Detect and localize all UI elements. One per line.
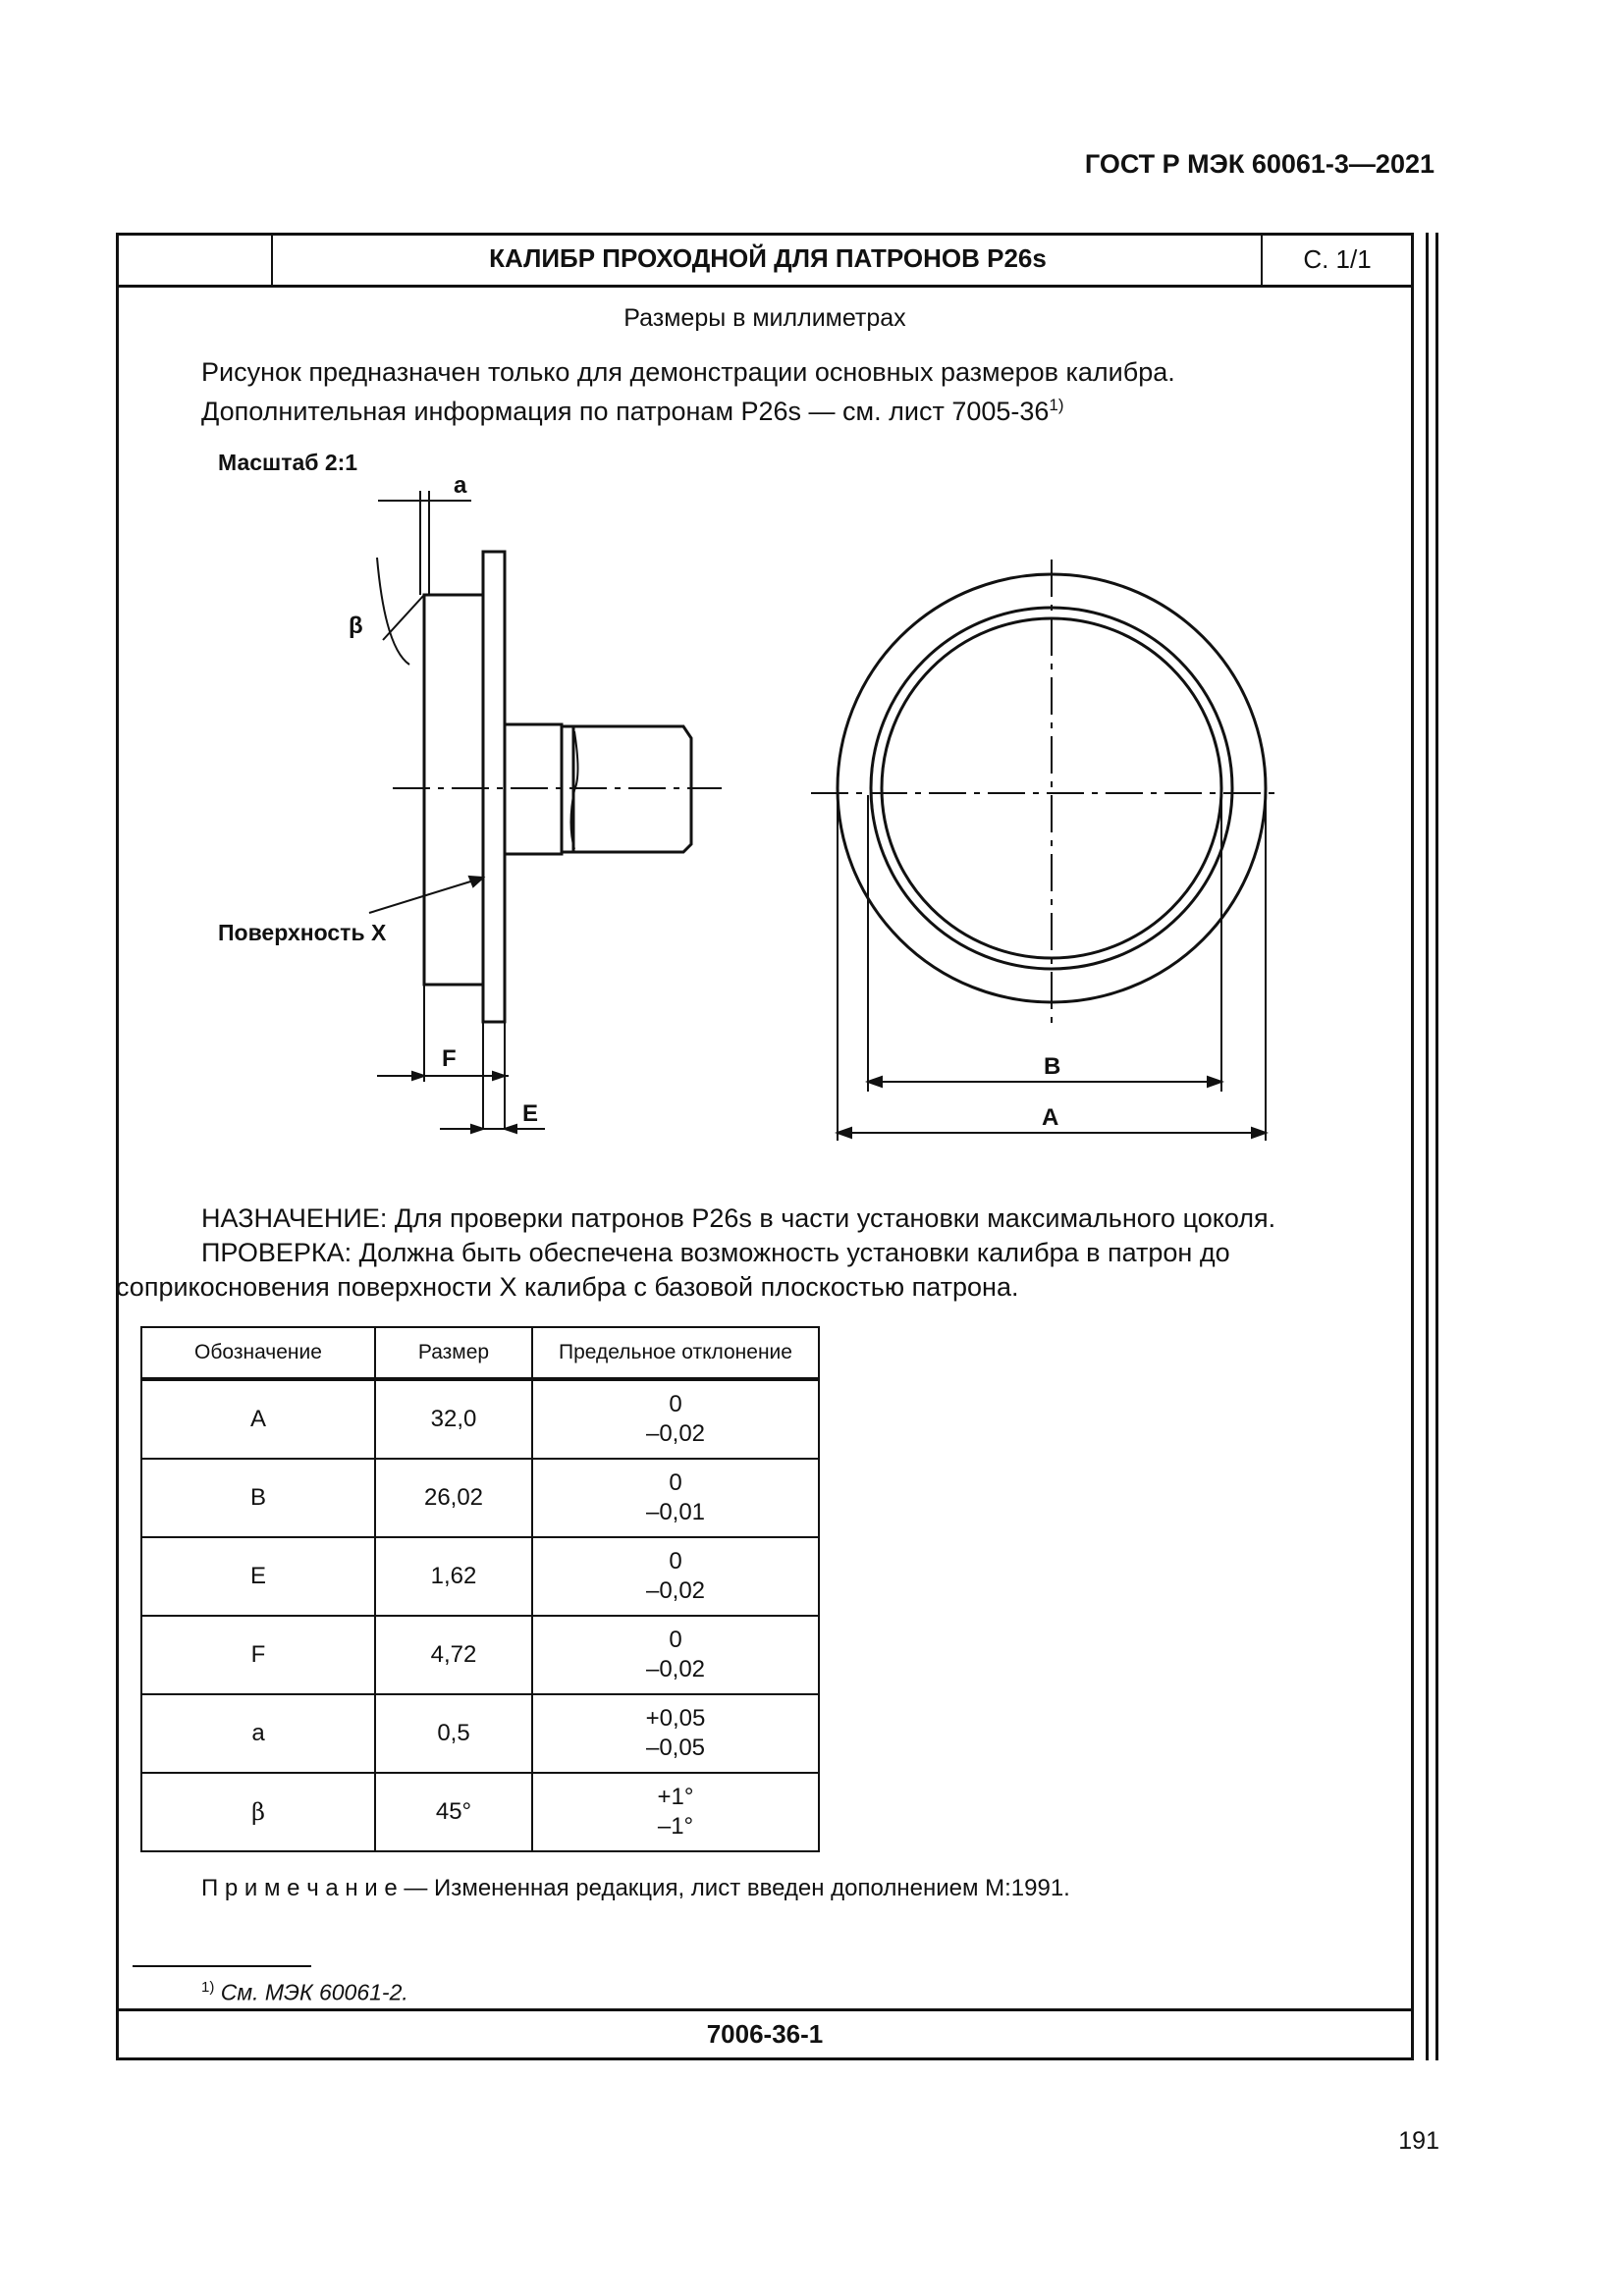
dim-label-E: E xyxy=(522,1100,539,1127)
check-paragraph: ПРОВЕРКА: Должна быть обеспечена возможность установки калибра в патрон до соприкосновения поверхности X калибра с базовой плоскостью патрона. xyxy=(116,1238,1230,1302)
table-row xyxy=(141,1694,819,1773)
contact-face xyxy=(424,595,483,985)
flange-profile xyxy=(483,552,505,1022)
cell-tolerance: +1° –1° xyxy=(532,1773,819,1851)
table-row xyxy=(141,1773,819,1851)
cell-size: 45° xyxy=(375,1773,532,1851)
cell-size: 1,62 xyxy=(375,1537,532,1616)
dim-label-a: a xyxy=(454,472,467,499)
cell-tolerance: 0 –0,02 xyxy=(532,1379,819,1459)
cell-symbol: a xyxy=(141,1694,375,1773)
dim-label-beta: β xyxy=(349,613,363,639)
standard-designation: ГОСТ Р МЭК 60061-3—2021 xyxy=(1084,149,1435,179)
cell-tolerance: +0,05 –0,05 xyxy=(532,1694,819,1773)
purpose-paragraph: НАЗНАЧЕНИЕ: Для проверки патронов P26s в части установки максимального цоколя. xyxy=(201,1203,1276,1233)
table-row xyxy=(141,1537,819,1616)
header-symbol: Обозначение xyxy=(141,1327,375,1379)
header-size: Размер xyxy=(375,1327,532,1379)
cell-tolerance: 0 –0,02 xyxy=(532,1537,819,1616)
sheet-code: 7006-36-1 xyxy=(706,2019,824,2049)
cell-size: 4,72 xyxy=(375,1616,532,1694)
cell-symbol: F xyxy=(141,1616,375,1694)
footnote-ref[interactable]: 1) xyxy=(1049,396,1064,414)
cell-symbol: E xyxy=(141,1537,375,1616)
table-row xyxy=(141,1379,819,1459)
sheet-title: КАЛИБР ПРОХОДНОЙ ДЛЯ ПАТРОНОВ P26s xyxy=(489,243,1047,273)
footnote-separator xyxy=(133,1965,311,1967)
header-tolerance: Предельное отклонение xyxy=(532,1327,819,1379)
cell-symbol: A xyxy=(141,1379,375,1459)
dim-label-B: B xyxy=(1044,1053,1061,1080)
table-row xyxy=(141,1459,819,1537)
scale-label: Масштаб 2:1 xyxy=(218,450,358,475)
page-number: 191 xyxy=(1398,2127,1439,2155)
sheet-code-divider xyxy=(116,2008,1414,2011)
cell-size: 32,0 xyxy=(375,1379,532,1459)
intro-line-1: Рисунок предназначен только для демонстрации основных размеров калибра. xyxy=(201,357,1175,387)
table-header-row xyxy=(141,1327,819,1379)
note-text: П р и м е ч а н и е — Измененная редакция, лист введен дополнением М:1991. xyxy=(201,1875,1070,1901)
table-row xyxy=(141,1616,819,1694)
dimensions-table xyxy=(140,1326,820,1852)
cell-tolerance: 0 –0,02 xyxy=(532,1616,819,1694)
dim-label-A: A xyxy=(1042,1104,1059,1131)
cell-size: 26,02 xyxy=(375,1459,532,1537)
units-caption: Размеры в миллиметрах xyxy=(623,304,906,332)
intro-line-2: Дополнительная информация по патронам P26s — см. лист 7005-36$^{1)}$ xyxy=(201,396,1064,426)
cell-symbol: β xyxy=(141,1773,375,1851)
dim-label-F: F xyxy=(442,1045,457,1072)
purpose-text xyxy=(116,1201,1412,1305)
footnote: $^{1)}$ См. МЭК 60061-2. xyxy=(201,1979,408,2005)
cell-tolerance: 0 –0,01 xyxy=(532,1459,819,1537)
sheet-page: С. 1/1 xyxy=(1303,244,1372,274)
cell-size: 0,5 xyxy=(375,1694,532,1773)
cell-symbol: B xyxy=(141,1459,375,1537)
surface-x-label: Поверхность X xyxy=(218,920,387,945)
